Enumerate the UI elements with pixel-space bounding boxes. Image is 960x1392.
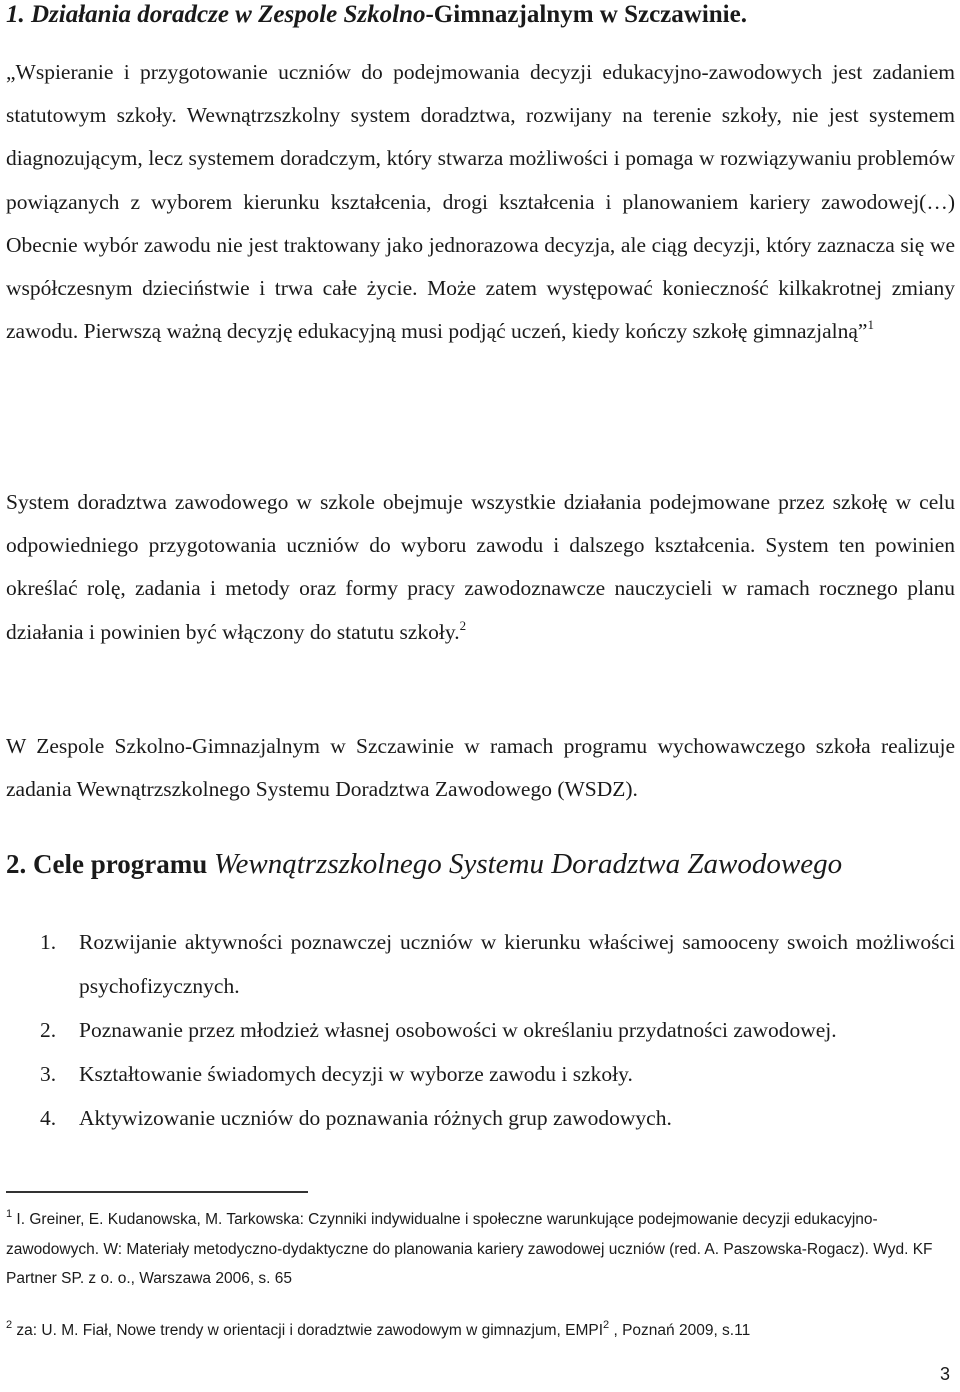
- section-2-heading-prefix: 2. Cele programu: [6, 849, 214, 879]
- page-number: 3: [940, 1364, 951, 1384]
- footnote-2-mark: 2: [6, 1319, 13, 1331]
- paragraph-system-text: System doradztwa zawodowego w szkole obejmuje wszystkie działania podejmowane przez szkołę w celu odpowiedniego przygotowania uczniów do wyboru zawodu i dalszego kształcenia. System ten powinien określać rolę, zadania i metody oraz formy pracy zawodoznawcze nauczycieli w ramach rocznego planu działania i powinien być włączony do statutu szkoły.: [6, 490, 955, 644]
- paragraph-quote: [6, 51, 955, 353]
- list-item: [40, 1096, 955, 1140]
- paragraph-quote-text: „Wspieranie i przygotowanie uczniów do podejmowania decyzji edukacyjno-zawodowych jest zadaniem statutowym szkoły. Wewnątrzszkolny system doradztwa, rozwijany na terenie szkoły, nie jest systemem diagnozującym, lecz systemem doradczym, który stwarza możliwości i pomaga w rozwiązywaniu problemów powiązanych z wyborem kierunku kształcenia, drogi kształcenia i planowaniem kariery zawodowej(…) Obecnie wybór zawodu nie jest traktowany jako jednorazowa decyzja, ale ciąg decyzji, który zaznacza się we współczesnym dzieciństwie i trwa całe życie. Może zatem występować konieczność kilkakrotnej zmiany zawodu. Pierwszą ważną decyzję edukacyjną musi podjąć uczeń, kiedy kończy szkołę gimnazjalną”: [6, 60, 955, 344]
- list-item-text: Rozwijanie aktywności poznawczej uczniów w kierunku właściwej samooceny swoich możliwości psychofizycznych.: [79, 930, 955, 998]
- section-2-heading: [6, 844, 842, 884]
- paragraph-wsdz-text: W Zespole Szkolno-Gimnazjalnym w Szczawinie w ramach programu wychowawczego szkoła realizuje zadania Wewnątrzszkolnego Systemu Doradztwa Zawodowego (WSDZ).: [6, 734, 955, 802]
- section-1-heading: [6, 0, 747, 30]
- list-item-number: 3.: [40, 1062, 57, 1086]
- list-item-number: 4.: [40, 1106, 57, 1130]
- paragraph-wsdz: [6, 725, 955, 811]
- section-1-heading-rest: -Gimnazjalnym w Szczawinie.: [425, 1, 747, 28]
- section-2-heading-italic: Wewnątrzszkolnego Systemu Doradztwa Zawodowego: [213, 848, 843, 880]
- footnote-separator: [6, 1191, 308, 1193]
- list-item-text: Kształtowanie świadomych decyzji w wyborze zawodu i szkoły.: [79, 1062, 633, 1086]
- list-item: [40, 1052, 955, 1096]
- list-item-text: Poznawanie przez młodzież własnej osobowości w określaniu przydatności zawodowej.: [79, 1018, 837, 1042]
- section-1-heading-italic: 1. Działania doradcze w Zespole Szkolno: [6, 1, 426, 28]
- list-item-text: Aktywizowanie uczniów do poznawania różnych grup zawodowych.: [79, 1106, 672, 1130]
- footnote-1-text: I. Greiner, E. Kudanowska, M. Tarkowska: Czynniki indywidualne i społeczne warunkujące podejmowanie decyzji edukacyjno-zawodowych. W: Materiały metodyczno-dydaktyczne do planowania kariery zawodowej uczniów (red. A. Paszowska-Rogacz). Wyd. KF Partner SP. z o. o., Warszawa 2006, s. 65: [6, 1211, 933, 1287]
- list-item-number: 2.: [40, 1018, 57, 1042]
- footnote-1: [6, 1205, 946, 1294]
- footnote-ref-2[interactable]: 2: [459, 617, 467, 633]
- paragraph-system: [6, 481, 955, 654]
- list-item: [40, 1008, 955, 1052]
- list-item: [40, 920, 955, 1008]
- footnote-1-mark: 1: [6, 1208, 13, 1220]
- list-item-number: 1.: [40, 930, 57, 954]
- footnote-2-text-a: za: U. M. Fiał, Nowe trendy w orientacji i doradztwie zawodowym w gimnazjum, EMPI: [12, 1322, 604, 1339]
- footnote-ref-1[interactable]: 1: [867, 317, 874, 333]
- footnote-2-text-b: , Poznań 2009, s.11: [609, 1322, 751, 1339]
- footnote-2: [6, 1316, 946, 1346]
- goals-list: [40, 920, 955, 1140]
- footnote-2-inner-mark: 2: [603, 1319, 610, 1331]
